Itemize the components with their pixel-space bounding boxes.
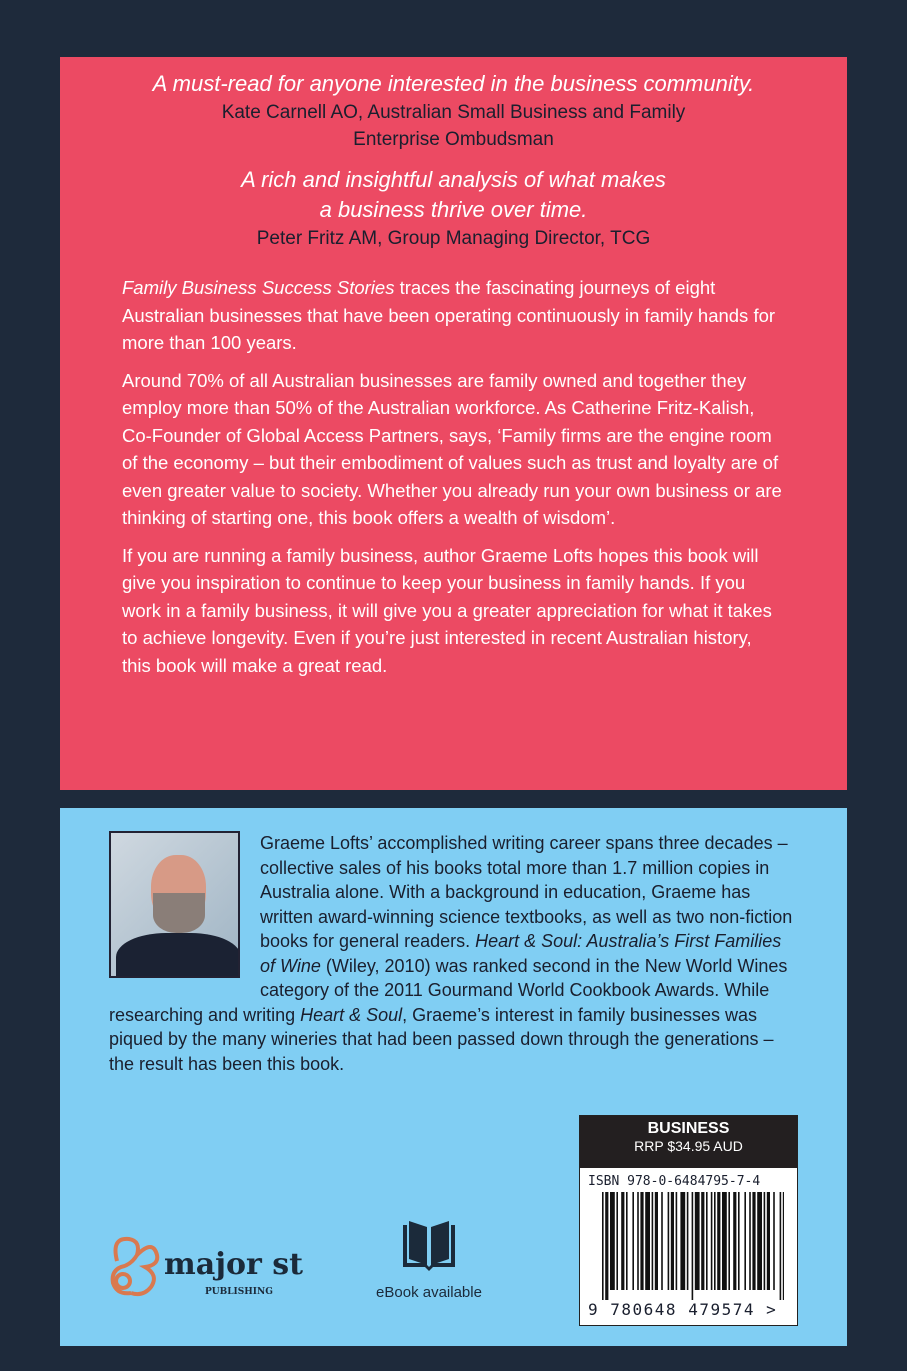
barcode-bar [783,1192,784,1300]
barcode-bar [671,1192,674,1290]
publisher-monogram-icon [109,1231,161,1299]
barcode-bar [757,1192,762,1290]
barcode-bar [714,1192,716,1290]
category: BUSINESS [647,1120,730,1137]
blurb-p3: If you are running a family business, author Graeme Lofts hopes this book will give you inspiration to continue to keep your business in family hands. If you work in a family business, it will give you a greater appreciation for what it takes to achieve longevity. Even if you’re just interested in recent Australian history, this book will make a great read. [122,544,772,676]
barcode-bar [749,1192,751,1290]
author-photo [109,831,240,978]
bio-text: Graeme Lofts’ accomplished writing career spans three decades – collective sales of his books total more than 1.7 million copies in Australia alone. With a background in education, Graeme has written award-winning science textbooks, as well as two non-fiction books for general readers. [260,833,793,951]
price: RRP $34.95 AUD [634,1138,743,1154]
bio-book-title: Heart & Soul: Australia’s First Families of Wine [260,931,782,976]
barcode-bar [767,1192,770,1290]
barcode-bar [661,1192,663,1290]
barcode-bar [711,1192,713,1290]
ebook-badge [369,1219,489,1301]
barcode-bar [773,1192,775,1290]
barcode-box [579,1115,798,1326]
bio-text: (Wiley, 2010) was ranked second in the [320,955,640,976]
quote-1: A must-read for anyone interested in the business community. [152,71,755,96]
barcode-bar [652,1192,654,1290]
barcode-bar [728,1192,730,1290]
blurb [122,274,785,679]
quote-2-author: Peter Fritz AM, Group Managing Director, TCG [256,228,651,249]
praise-panel [60,57,847,790]
barcode-bar [632,1192,634,1290]
barcode-bar [733,1192,736,1290]
barcode-bar [676,1192,678,1290]
open-book-icon [399,1219,459,1271]
blurb-p1: traces the fascinating journeys of eight Australian businesses that have been operating continuously in family hands for more than 100 years. [122,277,776,353]
blurb-p2: Around 70% of all Australian businesses are family owned and together they employ more than 50% of the Australian workforce. As Catherine Fritz-Kalish, Co-Founder of Global Access Partners, says, ‘Family firms are the engine room of the economy – but their embodiment of values such as trust and loyalty are of even greater value to society. Whether you already run your own business or are thinking of starting one, this book offers a wealth of wisdom’. [122,369,782,528]
barcode-bar [645,1192,650,1290]
barcode-bar [680,1192,685,1290]
quote-2: A rich and insightful analysis of what makes a business thrive over time. [241,167,666,222]
barcode-bar [706,1192,708,1290]
publisher-name: major st [164,1247,304,1282]
barcode-bar [655,1192,658,1290]
isbn: ISBN 978-0-6484795-7-4 [588,1174,761,1189]
bio-text: New World Wines category of the 2011 Gourmand World Cookbook Awards. While researching and writing [109,955,788,1025]
quote-1-author: Kate Carnell AO, Australian Small Business and Family Enterprise Ombudsman [221,102,686,150]
barcode-bar [738,1192,740,1290]
barcode-bar [602,1192,604,1300]
barcode-bars [602,1192,784,1300]
barcode-bar [764,1192,766,1290]
bio-book-title: Heart & Soul [300,1004,403,1025]
barcode-number: 9 780648 479574 > [588,1300,778,1319]
barcode-bar [695,1192,700,1290]
barcode-bar [722,1192,727,1290]
barcode-bar [692,1192,694,1300]
author-bio [109,831,798,1076]
barcode-bar [752,1192,755,1290]
barcode-bar [637,1192,639,1290]
barcode-bar [668,1192,670,1290]
barcode-bar [626,1192,628,1290]
barcode-bar [780,1192,782,1300]
publisher-sub: PUBLISHING [205,1287,273,1297]
barcode-bar [605,1192,608,1300]
barcode-bar [640,1192,643,1290]
bio-text: , Graeme’s interest in family businesses was piqued by the many wineries that had been passed down through the generations – the result has been this book. [109,1004,774,1074]
barcode-bar [610,1192,615,1290]
author-panel [60,808,847,1346]
barcode-bar [717,1192,720,1290]
barcode-bar [701,1192,704,1290]
barcode-bar [687,1192,689,1290]
book-title: Family Business Success Stories [122,277,395,298]
barcode-bar [621,1192,624,1290]
barcode-bar [744,1192,746,1290]
ebook-label: eBook available [376,1284,482,1301]
publisher-logo [109,1231,309,1301]
footer-row [109,1076,798,1326]
barcode-bar [616,1192,618,1290]
